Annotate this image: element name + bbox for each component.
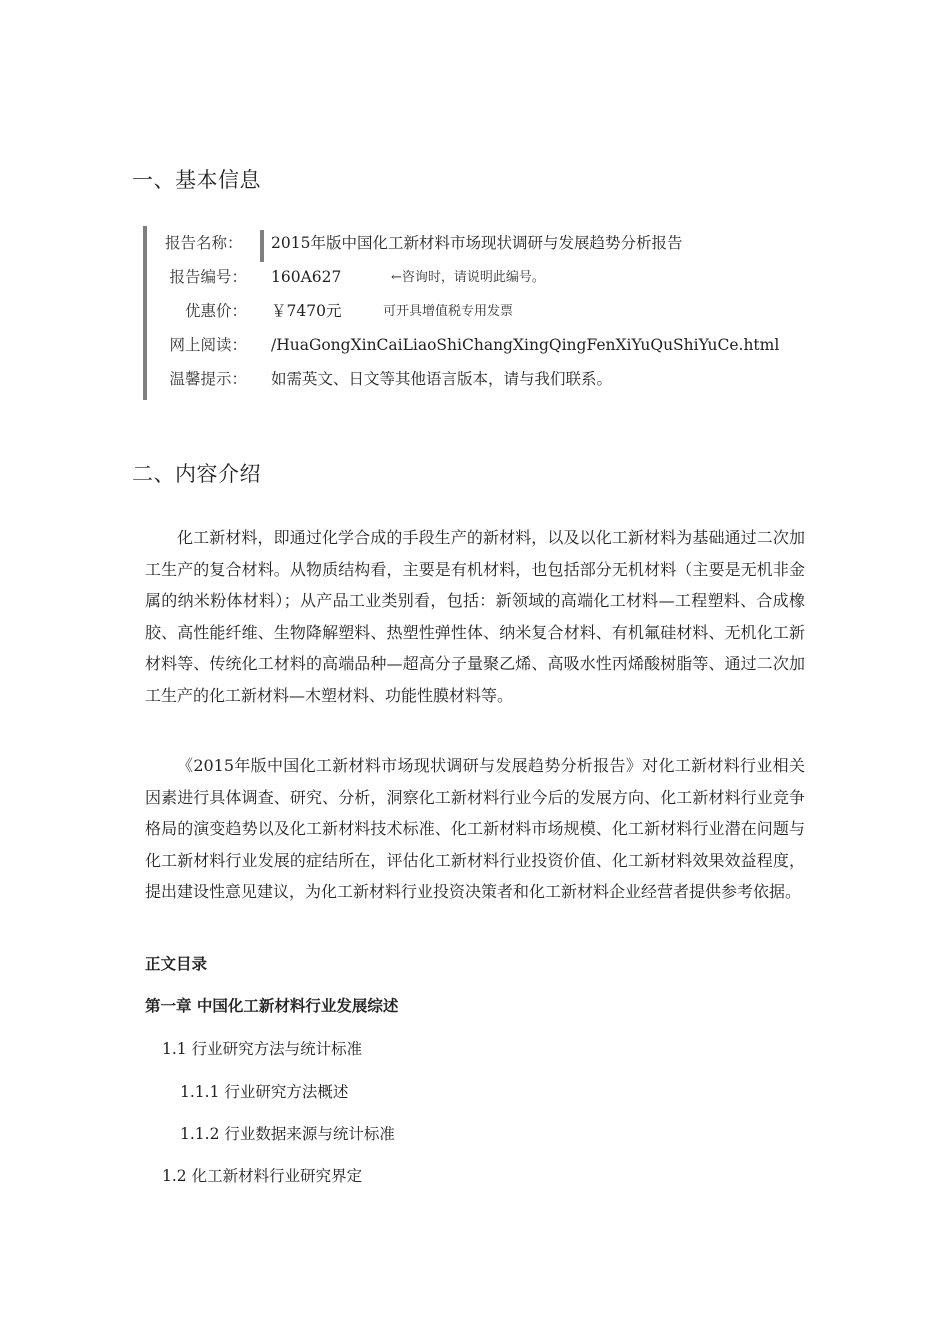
online-read-link[interactable]: /HuaGongXinCaiLiaoShiChangXingQingFenXiYuQuShiYuCe.html [271, 336, 780, 354]
report-code-value: 160A627 [271, 268, 342, 286]
tip-label: 温馨提示： [169, 370, 247, 388]
toc-item-1-1: 1.1 行业研究方法与统计标准 [162, 1040, 363, 1058]
toc-item-1-1-2: 1.1.2 行业数据来源与统计标准 [180, 1125, 395, 1143]
price-label: 优惠价： [184, 302, 247, 320]
report-name-value: 2015年版中国化工新材料市场现状调研与发展趋势分析报告 [271, 234, 683, 252]
toc-chapter-1: 第一章 中国化工新材料行业发展综述 [145, 997, 399, 1015]
report-name-label: 报告名称： [165, 234, 243, 252]
report-code-note: ←咨询时，请说明此编号。 [391, 270, 545, 285]
intro-paragraph-1: 化工新材料，即通过化学合成的手段生产的新材料，以及以化工新材料为基础通过二次加工生产的复合材料。从物质结构看，主要是有机材料，也包括部分无机材料（主要是无机非金属的纳米粉体材料）；从产品工业类别看，包括：新领域的高端化工材料—工程塑料、合成橡胶、高性能纤维、生物降解塑料、热塑性弹性体、纳米复合材料、有机氟硅材料、无机化工新材料等、传统化工材料的高端品种—超高分子量聚乙烯、高吸水性丙烯酸树脂等、通过二次加工生产的化工新材料—木塑材料、功能性膜材料等。 [145, 528, 805, 705]
invoice-note: 可开具增值税专用发票 [383, 304, 514, 319]
intro-paragraph-2: 《2015年版中国化工新材料市场现状调研与发展趋势分析报告》对化工新材料行业相关因素进行具体调查、研究、分析，洞察化工新材料行业今后的发展方向、化工新材料行业竞争格局的演变趋势以及化工新材料技术标准、化工新材料市场规模、化工新材料行业潜在问题与化工新材料行业发展的症结所在，评估化工新材料行业投资价值、化工新材料效果效益程度，提出建设性意见建议，为化工新材料行业投资决策者和化工新材料企业经营者提供参考依据。 [145, 756, 805, 901]
toc-title: 正文目录 [145, 955, 208, 973]
toc-item-1-2: 1.2 化工新材料行业研究界定 [162, 1167, 363, 1185]
price-value: ￥7470元 [271, 302, 342, 320]
report-name-divider [260, 230, 264, 262]
section-heading-basic-info: 一、基本信息 [132, 168, 261, 192]
online-read-label: 网上阅读： [169, 336, 247, 354]
report-info-box [143, 226, 827, 400]
report-code-label: 报告编号： [169, 268, 247, 286]
section-heading-content-intro: 二、内容介绍 [132, 462, 261, 486]
tip-value: 如需英文、日文等其他语言版本，请与我们联系。 [271, 370, 613, 388]
toc-item-1-1-1: 1.1.1 行业研究方法概述 [180, 1083, 349, 1101]
